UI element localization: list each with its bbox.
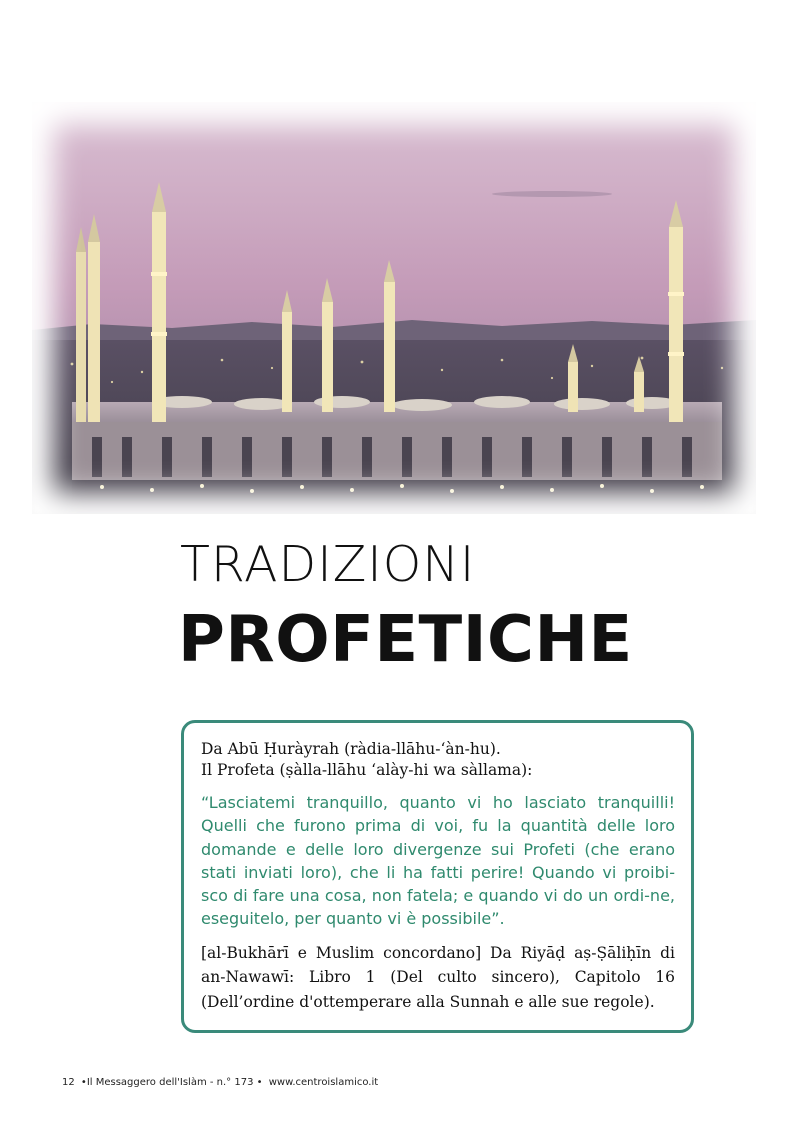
narrator-line <box>201 739 675 781</box>
page-footer <box>62 1077 381 1088</box>
website-link[interactable]: www.centroislamico.it <box>268 1077 379 1088</box>
narrator-text: Da Abū Ḥuràyrah (ràdia-llāhu-‘àn-hu). <box>201 740 501 758</box>
mosque-photo <box>32 102 756 514</box>
page-title-line2: PROFETICHE <box>178 603 633 677</box>
hadith-quote: “Lasciatemi tranquillo, quanto vi ho lasciato tranquilli! Quelli che furono prima di voi, fu la quantità delle loro domande e delle loro divergenze sui Profeti (che erano stati inviati loro), che li ha fatti perire! Quando vi proibi-sco di fare una cosa, non fatela; e quando vi do un ordi-ne, eseguitelo, per quanto vi è possibile”. <box>201 793 675 929</box>
prophet-text: Il Profeta (ṣàlla-llāhu ‘alày-hi wa sàllama): <box>201 761 533 779</box>
page-number: 12 <box>62 1077 75 1088</box>
publication-name: •Il Messaggero dell'Islàm - n.° 173 • <box>80 1077 263 1088</box>
page-title-line1: TRADIZIONI <box>180 536 476 593</box>
hadith-source: [al-Bukhārī e Muslim concordano] Da Riyāḍ aṣ-Ṣāliḥīn di an-Nawawī: Libro 1 (Del culto sincero), Capitolo 16 (Dell’ordine d'ottemperare alla Sunnah e alle sue regole). <box>201 943 675 1011</box>
hadith-box <box>181 720 694 1033</box>
mosque-photo-icon <box>32 102 756 514</box>
